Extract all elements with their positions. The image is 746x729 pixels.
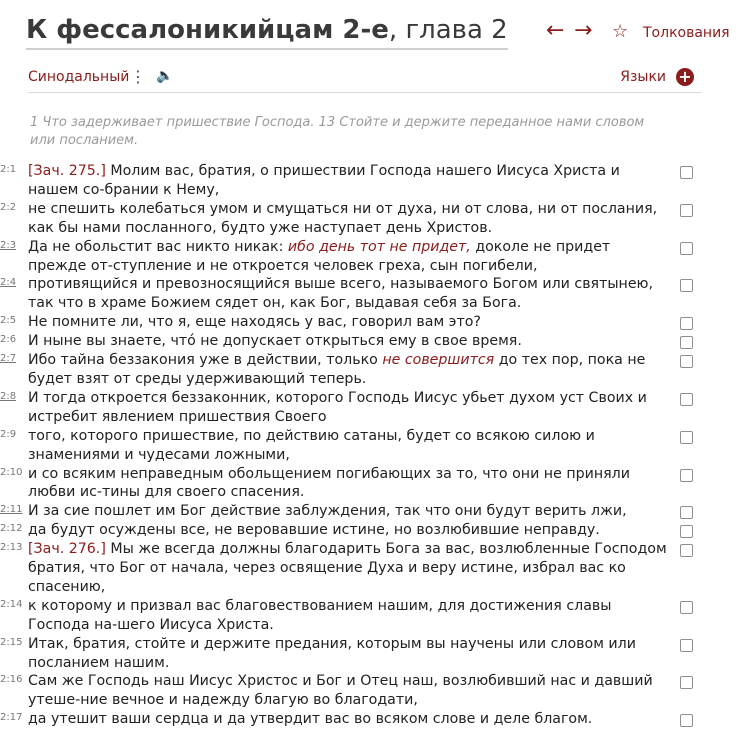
verse-text-part: Итак, братия, стойте и держите предания, которым вы научены или словом или посланием нашим. (28, 635, 636, 671)
verse-checkbox[interactable] (680, 506, 693, 519)
verse-text (28, 597, 668, 635)
verse-checkbox[interactable] (680, 469, 693, 482)
verse-text (28, 162, 668, 200)
verse-italic-part: не совершится (382, 352, 495, 369)
verse-row (0, 238, 746, 276)
audio-speaker-icon[interactable]: 🔈 (156, 68, 174, 84)
verse-text (28, 672, 668, 710)
verse-row (0, 427, 746, 465)
verse-italic-part: ибо день тот не придет, (287, 238, 471, 255)
verse-number: 2:17 (0, 712, 23, 724)
verse-text-part: не спешить колебаться умом и смущаться ни от духа, ни от слова, ни от послания, как бы нами посланного, будто уже наступает день Христов. (28, 200, 658, 236)
verse-text (28, 540, 668, 597)
verse-text-part: того, которого пришествие, по действию сатаны, будет со всякою силою и знамениями и чудесами ложными, (28, 427, 595, 463)
verse-text-part: Мы же всегда должны благодарить Бога за вас, возлюбленные Господом братия, что Бог от начала, через освящение Духа и веру истине, избрал вас ко спасению, (28, 541, 667, 595)
verse-row (0, 332, 746, 351)
verse-row (0, 502, 746, 521)
verse-text (28, 238, 668, 276)
verse-row (0, 597, 746, 635)
translation-select[interactable]: Синодальный (28, 69, 130, 85)
verse-list (0, 162, 746, 729)
verse-row (0, 313, 746, 332)
chapter-summary: 1 Что задерживает пришествие Господа. 13 Стойте и держите переданное нами словом или посланием. (30, 115, 645, 148)
verse-text (28, 521, 668, 540)
verse-number[interactable]: 2:3 (0, 239, 17, 251)
verse-text (28, 332, 668, 351)
verse-text (28, 502, 668, 521)
verse-number: 2:1 (0, 164, 17, 175)
verse-number: 2:14 (0, 598, 23, 610)
verse-text-part: противящийся и превозносящийся выше всего, называемого Богом или святынею, так что в храме Божием сядет он, как Бог, выдавая себя за Бога. (28, 276, 654, 312)
verse-number[interactable]: 2:7 (0, 353, 17, 365)
verse-text-part: до тех пор, пока не будет взят от среды удерживающий теперь. (28, 352, 646, 387)
verse-text-part: И за сие пошлет им Бог действие заблуждения, так что они будут верить лжи, (28, 503, 627, 520)
verse-checkbox[interactable] (680, 166, 693, 179)
verse-text (28, 465, 668, 503)
reading-marker[interactable]: [Зач. 275.] (28, 163, 106, 179)
verse-text-part: да будут осуждены все, не веровавшие истине, но возлюбившие неправду. (28, 522, 600, 539)
verse-text-part: Молим вас, братия, о пришествии Господа нашего Иисуса Христа и нашем со-брании к Нему, (28, 163, 620, 198)
verse-checkbox[interactable] (680, 393, 693, 406)
verse-checkbox[interactable] (680, 355, 693, 368)
verse-text (28, 351, 668, 389)
verse-row (0, 521, 746, 540)
verse-text-part: И ныне вы знаете, что́ не допускает открыться ему в свое время. (28, 333, 522, 350)
reading-marker[interactable]: [Зач. 276.] (28, 541, 106, 558)
verse-row (0, 389, 746, 427)
verse-text-part: и со всяким неправедным обольщением погибающих за то, что они не приняли любви ис-тины для своего спасения. (28, 465, 630, 501)
verse-text-part: Сам же Господь наш Иисус Христос и Бог и Отец наш, возлюбивший нас и давший утеше-ние вечное и надежду благую во благодати, (28, 673, 653, 709)
verse-checkbox[interactable] (680, 544, 693, 557)
verse-text-part: Да не обольстит вас никто никак: (28, 238, 288, 255)
verse-row (0, 540, 746, 597)
verse-checkbox[interactable] (680, 279, 693, 292)
verse-checkbox[interactable] (680, 204, 693, 217)
book-title: К фессалоникийцам 2-е (26, 15, 389, 45)
verse-checkbox[interactable] (680, 431, 693, 444)
verse-number: 2:5 (0, 315, 17, 327)
verse-number[interactable]: 2:8 (0, 390, 17, 402)
verse-number: 2:15 (0, 636, 23, 648)
verse-text (28, 313, 668, 332)
verse-number: 2:2 (0, 201, 17, 213)
verse-checkbox[interactable] (680, 525, 693, 538)
verse-text-part: доколе не придет прежде от-ступление и не откроется человек греха, сын погибели, (28, 238, 611, 274)
verse-text-part: Ибо тайна беззакония уже в действии, только (28, 352, 383, 369)
prev-chapter-arrow-icon[interactable]: ← (546, 18, 565, 43)
verse-text (28, 389, 668, 427)
verse-row (0, 162, 746, 200)
toolbar (28, 66, 702, 93)
verse-checkbox[interactable] (680, 242, 693, 255)
verse-number: 2:12 (0, 523, 23, 535)
verse-text-part: Не помните ли, что я, еще находясь у вас, говорил вам это? (28, 314, 481, 331)
verse-number: 2:13 (0, 542, 23, 554)
next-chapter-arrow-icon[interactable]: → (574, 18, 593, 43)
verse-row (0, 275, 746, 313)
verse-row (0, 672, 746, 710)
more-options-icon[interactable]: ⋮ (130, 67, 146, 86)
page-title (26, 14, 508, 50)
verse-number: 2:16 (0, 674, 23, 686)
chapter-title: , глава 2 (388, 15, 508, 45)
header (26, 14, 730, 54)
verse-checkbox[interactable] (680, 601, 693, 614)
verse-row (0, 635, 746, 673)
verse-text (28, 427, 668, 465)
verse-checkbox[interactable] (680, 714, 693, 727)
verse-text (28, 200, 668, 238)
verse-row (0, 465, 746, 503)
verse-text-part: И тогда откроется беззаконник, которого Господь Иисус убьет духом уст Своих и истребит явлением пришествия Своего (28, 389, 647, 425)
verse-text-part: к которому и призвал вас благовествованием нашим, для достижения славы Господа на-шего Иисуса Христа. (28, 597, 612, 633)
verse-number: 2:6 (0, 334, 17, 346)
verse-number: 2:10 (0, 466, 23, 478)
languages-link[interactable]: Языки (620, 69, 666, 85)
verse-text (28, 275, 668, 313)
add-language-icon[interactable]: + (676, 68, 694, 86)
verse-row (0, 200, 746, 238)
verse-number[interactable]: 2:4 (0, 277, 17, 289)
verse-row (0, 710, 746, 729)
verse-checkbox[interactable] (680, 317, 693, 330)
bookmark-star-icon[interactable]: ☆ (612, 21, 629, 42)
verse-text (28, 635, 668, 673)
verse-checkbox[interactable] (680, 676, 693, 689)
verse-number: 2:9 (0, 428, 17, 440)
verse-row (0, 351, 746, 389)
verse-checkbox[interactable] (680, 336, 693, 349)
verse-number[interactable]: 2:11 (0, 504, 23, 516)
verse-checkbox[interactable] (680, 639, 693, 652)
commentary-link[interactable]: Толкования (643, 25, 730, 41)
verse-text (28, 710, 668, 729)
verse-text-part: да утешит ваши сердца и да утвердит вас во всяком слове и деле благом. (28, 711, 593, 728)
